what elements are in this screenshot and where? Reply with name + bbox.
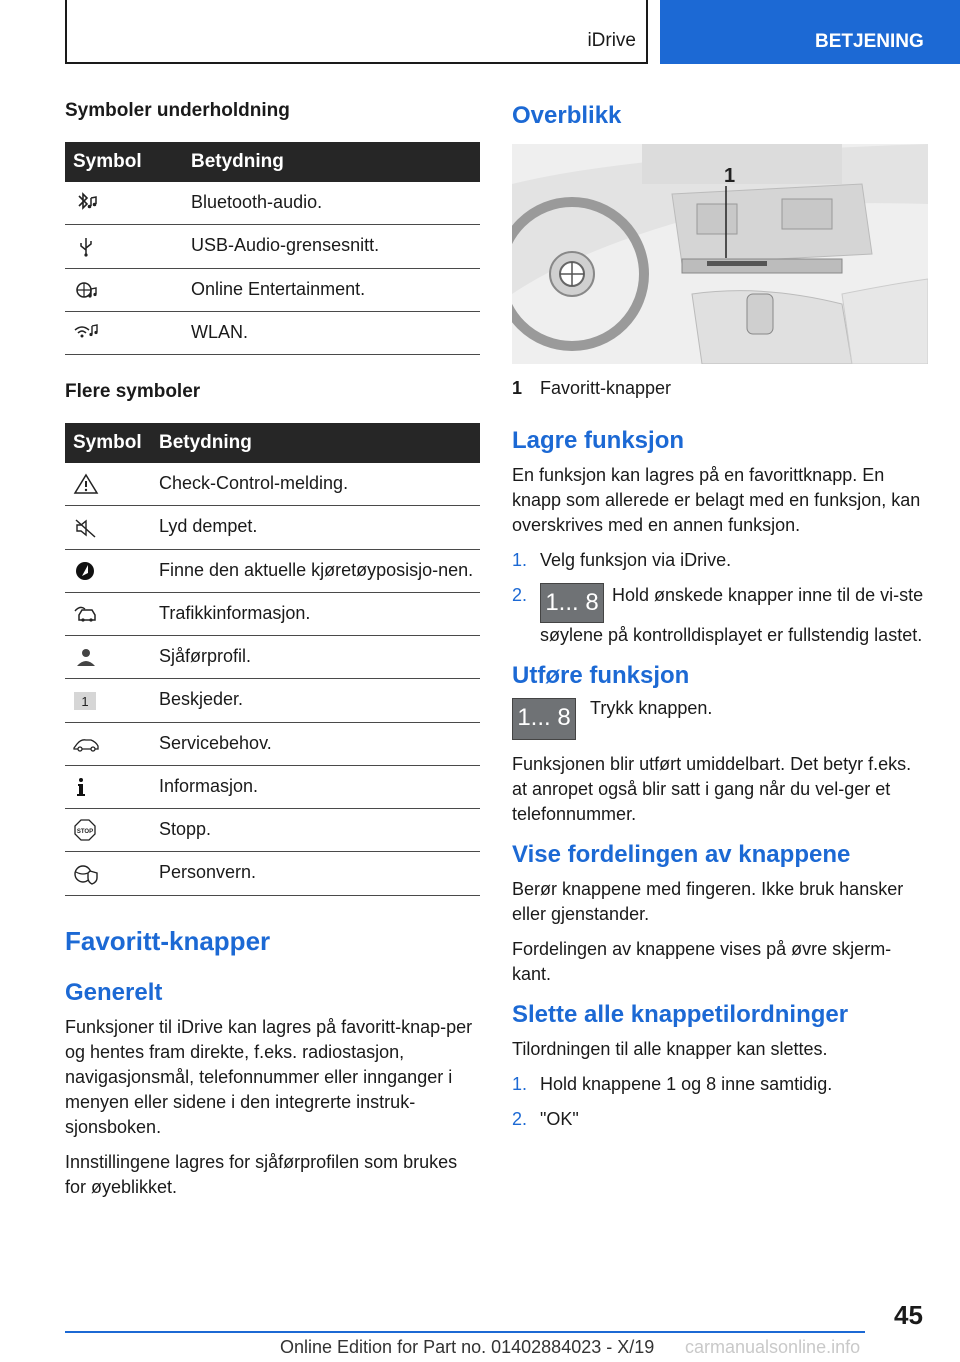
paragraph: Funksjonen blir utført umiddelbart. Det betyr f.eks. at anropet også blir satt i gang når du vel-ger et telefonnummer. [512,754,912,824]
watermark: carmanualsonline.info [685,1337,861,1357]
header-frame [65,0,648,64]
figure-callout: 1 [724,165,736,187]
lagre-steps [512,548,928,648]
utfore-row: 1... 8 Trykk knappen. [512,698,928,740]
section-title: iDrive [587,30,636,51]
table-row [65,636,480,679]
table-row [65,268,480,311]
paragraph: En funksjon kan lagres på en favorittknapp. En knapp som allerede er belagt med en funksjon, kan overskrives med en annen funksjon. [512,465,921,535]
traffic-icon [73,603,99,625]
slette-steps [512,1072,928,1132]
paragraph: Fordelingen av knappene vises på øvre skjerm-kant. [512,939,892,984]
more-symbols-table [65,423,480,896]
list-item: 2. 1... 8 Hold ønskede knapper inne til de vi-ste søylene på kontrolldisplayet er fullstendig lastet. [512,585,924,645]
paragraph: Tilordningen til alle knapper kan slettes. [512,1039,828,1059]
row-meaning: USB-Audio-grensesnitt. [191,225,480,268]
table-row [65,765,480,808]
heading-overblikk: Overblikk [512,102,622,129]
svg-text:STOP: STOP [76,829,94,836]
legend-text: Favoritt-knapper [540,378,672,398]
bluetooth-audio-icon [73,192,99,214]
table-row [65,506,480,549]
entertainment-symbol-table [65,142,480,355]
usb-icon [73,236,99,258]
table-row [65,549,480,592]
warning-triangle-icon [73,473,99,495]
row-meaning: Sjåførprofil. [159,636,480,679]
row-meaning: WLAN. [191,311,480,354]
location-icon [73,560,99,582]
heading-utfore: Utføre funksjon [512,662,690,689]
list-item: 1. Hold knappene 1 og 8 inne samtidig. [512,1074,833,1094]
row-meaning: Stopp. [159,809,480,852]
online-entertainment-icon [73,279,99,301]
chapter-title: BETJENING [815,31,924,52]
table-row [65,311,480,354]
paragraph: Berør knappene med fingeren. Ikke bruk hansker eller gjenstander. [512,879,904,924]
row-meaning: Servicebehov. [159,722,480,765]
heading-vise: Vise fordelingen av knappene [512,841,851,868]
mute-icon [73,517,99,539]
row-meaning: Finne den aktuelle kjøretøyposisjo-nen. [159,549,480,592]
chapter-tab [660,0,960,64]
col-header-meaning: Betydning [191,142,480,182]
page-number: 45 [894,1300,923,1330]
heading-lagre: Lagre funksjon [512,427,685,454]
row-meaning: Personvern. [159,852,480,895]
col-header-meaning: Betydning [159,423,480,463]
col-header-symbol: Symbol [65,423,159,463]
table-row [65,809,480,852]
col-header-symbol: Symbol [65,142,191,182]
row-meaning: Trafikkinformasjon. [159,592,480,635]
table-row [65,463,480,506]
info-icon [73,776,99,798]
stop-icon [73,819,99,841]
dashboard-figure [512,144,928,364]
heading-slette: Slette alle knappetilordninger [512,1001,849,1028]
row-meaning: Check-Control-melding. [159,463,480,506]
privacy-icon [73,863,99,885]
row-meaning: Online Entertainment. [191,268,480,311]
paragraph: Funksjoner til iDrive kan lagres på favoritt-knap-per og hentes fram direkte, f.eks. radiostasjon, navigasjonsmål, telefonnummer eller innganger i menyen eller sidene i den integrerte instruk-sjonsboken. [65,1016,473,1137]
right-column [512,100,928,1146]
heading-generelt: Generelt [65,978,163,1006]
table1-title: Symboler underholdning [65,100,290,121]
row-meaning: Bluetooth-audio. [191,182,480,225]
table-row [65,592,480,635]
row-meaning: Beskjeder. [159,679,480,722]
table-row [65,679,480,722]
favorite-button-icon: 1... 8 [540,583,604,623]
wlan-icon [73,322,99,344]
svg-text:1: 1 [81,693,89,709]
table-row [65,225,480,268]
list-item: 2. "OK" [512,1109,579,1129]
figure-legend [512,378,928,399]
driver-profile-icon [73,646,99,668]
table-row [65,182,480,225]
table2-title: Flere symboler [65,381,201,402]
paragraph: Innstillingene lagres for sjåførprofilen som brukes for øyeblikket. [65,1151,458,1197]
footer-edition: Online Edition for Part no. 01402884023 - X/19 [280,1337,655,1357]
messages-icon [73,690,99,712]
row-meaning: Informasjon. [159,765,480,808]
list-item: 1. Velg funksjon via iDrive. [512,550,732,570]
left-column [65,100,480,1210]
favorite-button-icon: 1... 8 [512,698,576,740]
legend-number: 1 [512,378,523,398]
footer-divider [65,1331,865,1333]
table-row [65,852,480,895]
car-service-icon [73,733,99,755]
table-row [65,722,480,765]
section-title-favorites: Favoritt-knapper [65,925,271,956]
row-meaning: Lyd dempet. [159,506,480,549]
